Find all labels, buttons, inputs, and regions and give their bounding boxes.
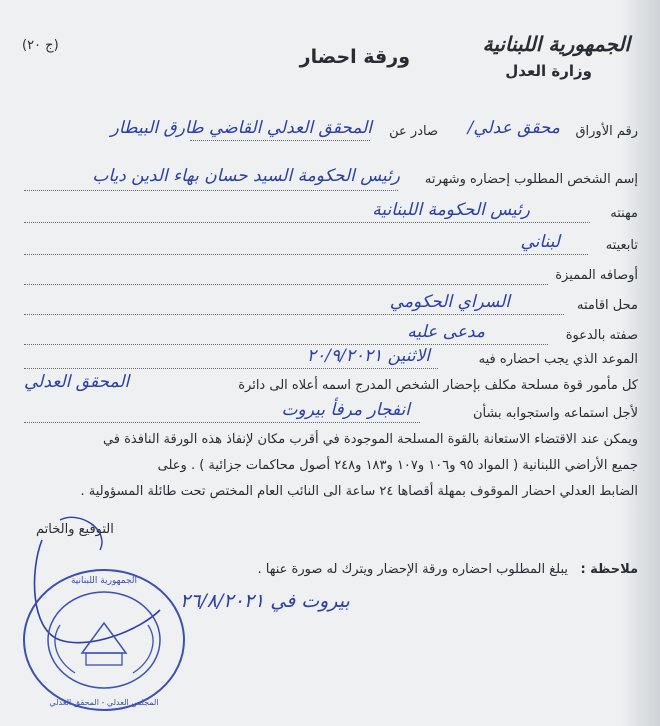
body-text-line-1: ويمكن عند الاقتضاء الاستعانة بالقوة المسلحة الموجودة في أقرب مكان لإنفاذ هذه الورقة النافذة في (102, 432, 638, 447)
profession-label: مهنته (610, 206, 638, 221)
person-name-label: إسم الشخص المطلوب إحضاره وشهرته (424, 172, 638, 187)
papers-number-value: محقق عدلي/ (467, 118, 560, 138)
issued-by-value: المحقق العدلي القاضي طارق البيطار (110, 118, 372, 138)
residence-value: السراي الحكومي (389, 292, 510, 312)
appointment-date-label: الموعد الذي يجب احضاره فيه (478, 352, 638, 367)
officer-instruction: كل مأمور قوة مسلحة مكلف بإحضار الشخص المدرج اسمه أعلاه الى دائرة (238, 378, 638, 393)
stamp-top-text: الجمهورية اللبنانية (70, 576, 138, 586)
profession-value: رئيس الحكومة اللبنانية (372, 200, 530, 220)
form-code: (ج ٢٠) (22, 38, 59, 53)
body-text-line-3: الضابط العدلي احضار الموقوف بمهلة أقصاها ٢٤ ساعة الى النائب العام المختص تحت طائلة المسؤولية . (80, 484, 638, 499)
ministry-header: وزارة العدل (505, 62, 592, 80)
capacity-label: صفته بالدعوة (565, 328, 638, 343)
signature-label: التوقيع والخاتم (36, 522, 114, 537)
official-seal-stamp (20, 565, 188, 715)
officer-department-value: المحقق العدلي (24, 372, 130, 392)
issued-by-label: صادر عن (389, 124, 438, 139)
stamp-bottom-text: المجلس العدلي - المحقق العدلي (49, 698, 159, 707)
residence-label: محل اقامته (577, 298, 638, 313)
features-label: أوصافه المميزة (555, 268, 638, 283)
purpose-value: انفجار مرفأ بيروت (281, 400, 410, 420)
nationality-value: لبناني (520, 232, 560, 252)
papers-number-label: رقم الأوراق (575, 124, 638, 139)
republic-header: الجمهورية اللبنانية (482, 32, 630, 56)
capacity-value: مدعى عليه (407, 322, 485, 342)
purpose-label: لأجل استماعه واستجوابه بشأن (472, 406, 638, 421)
person-name-value: رئيس الحكومة السيد حسان بهاء الدين دياب (92, 166, 400, 186)
place-date-value: بيروت في ٢٦/٨/٢٠٢١ (180, 590, 350, 612)
note-label: ملاحظة : (580, 562, 638, 577)
note-text: يبلغ المطلوب احضاره ورقة الإحضار ويترك له صورة عنها . (257, 562, 568, 577)
appointment-date-value: الاثنين ٢٠/٩/٢٠٢١ (306, 346, 430, 366)
document-title: ورقة احضار (299, 46, 410, 68)
nationality-label: تابعيته (605, 238, 638, 253)
body-text-line-2: جميع الأراضي اللبنانية ( المواد ٩٥ و١٠٦ و١٠٧ و١٨٣ و٢٤٨ أصول محاكمات جزائية ) . وعلى (157, 458, 638, 473)
